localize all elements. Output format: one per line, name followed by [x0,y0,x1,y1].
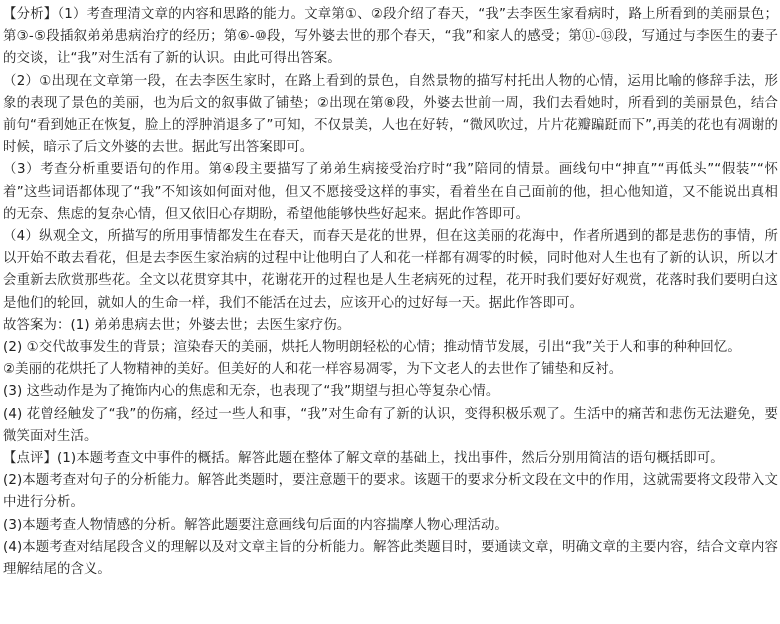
review-1: 【点评】(1)本题考查文中事件的概括。解答此题在整体了解文章的基础上，找出事件，然后分别用简洁的语句概括即可。 [3,451,724,467]
answer-4: (4) 花曾经触发了“我”的伤痛，经过一些人和事，“我”对生命有了新的认识，变得积极乐观了。生活中的痛苦和悲伤无法避免，要微笑面对生活。 [3,406,778,444]
answer-2-2: ②美丽的花烘托了人物精神的美好。但美好的人和花一样容易凋零，为下文老人的去世作了铺垫和反衬。 [3,362,623,378]
review-2: (2)本题考查对句子的分析能力。解答此类题时，要注意题干的要求。该题干的要求分析文段在文中的作用，这就需要将文段带入文中进行分析。 [3,473,778,511]
analysis-part-3: （3）考查分析重要语句的作用。第④段主要描写了弟弟生病接受治疗时“我”陪同的情景。画线句中“抻直”“再低头”“假装”“怀着”这些词语都体现了“我”不知该如何面对他，但又不愿接受这样的事实，看着坐在自己面前的他，担心他知道，又不能说出真相的无奈、焦虑的复杂心情，但又依旧心存期盼，希望他能够快些好起来。据此作答即可。 [3,162,778,222]
answer-2-1: (2) ①交代故事发生的背景；渲染春天的美丽，烘托人物明朗轻松的心情；推动情节发展，引出“我”关于人和事的种种回忆。 [3,340,741,356]
analysis-part-4: （4）纵观全文，所描写的所用事情都发生在春天，而春天是花的世界，但在这美丽的花海中，作者所遇到的都是悲伤的事情，所以开始不敢去看花，但是去李医生家治病的过程中让他明白了人和花一样都有凋零的时候，同时他对人生也有了新的认识，所以才会重新去欣赏那些花。全文以花贯穿其中，花谢花开的过程也是人生老病死的过程，花开时我们要好好观赏，花落时我们要明白这是他们的轮回，就如人的生命一样，我们不能活在过去，应该开心的过好每一天。据此作答即可。 [3,229,778,311]
review-3: (3)本题考查人物情感的分析。解答此题要注意画线句后面的内容揣摩人物心理活动。 [3,517,508,533]
answer-intro: 故答案为：(1) 弟弟患病去世；外婆去世；去医生家疗伤。 [3,317,351,333]
answer-3: (3) 这些动作是为了掩饰内心的焦虑和无奈，也表现了“我”期望与担心等复杂心情。 [3,384,500,400]
analysis-part-2: （2）①出现在文章第一段，在去李医生家时，在路上看到的景色，自然景物的描写村托出人物的心情，运用比喻的修辞手法，形象的表现了景色的美丽，也为后文的叙事做了铺垫；②出现在第⑧段，外婆去世前一周，我们去看她时，所看到的美丽景色，结合前句“看到她正在恢复，脸上的浮肿消退多了”可知，不仅景美，人也在好转，“微风吹过，片片花瓣蹁跹而下”,再美的花也有凋谢的时候，暗示了后文外婆的去世。据此写出答案即可。 [3,73,778,156]
analysis-part-1: 【分析】（1）考查理清文章的内容和思路的能力。文章第①、②段介绍了春天，“我”去李医生家看病时，路上所看到的美丽景色；第③-⑤段插叙弟弟患病治疗的经历；第⑥-⑩段，写外婆去世的那个春天，“我”和家人的感受；第⑪-⑬段，写通过与李医生的妻子的交谈，让“我”对生活有了新的认识。由此可得出答案。 [3,7,778,67]
review-4: (4)本题考查对结尾段含义的理解以及对文章主旨的分析能力。解答此类题目时，要通读文章，明确文章的主要内容，结合文章内容理解结尾的含义。 [3,539,778,578]
